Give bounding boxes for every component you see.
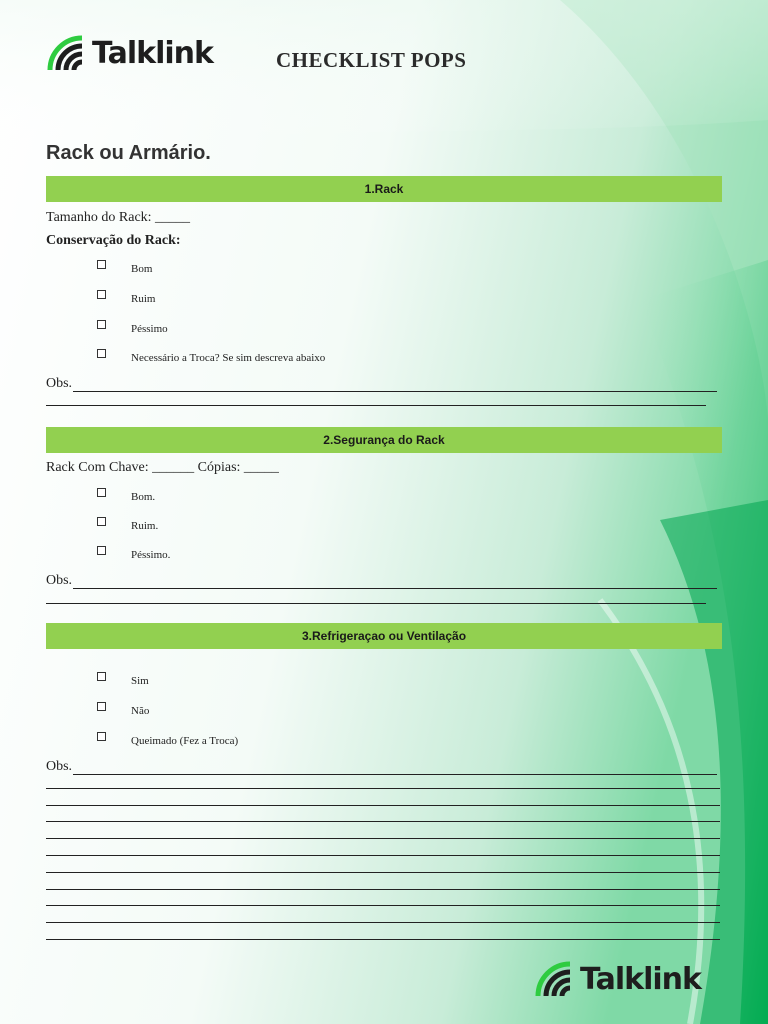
obs-line[interactable] — [46, 838, 720, 839]
option-label: Péssimo — [131, 323, 168, 335]
option-bom[interactable] — [97, 259, 152, 275]
option-sim[interactable] — [97, 671, 149, 687]
section-bar-rack: 1.Rack — [46, 176, 722, 202]
obs-line[interactable] — [46, 855, 720, 856]
option-label: Não — [131, 705, 150, 717]
obs-line[interactable] — [46, 603, 706, 604]
option-label: Bom — [131, 263, 153, 275]
option-label: Ruim. — [131, 520, 159, 532]
obs-line[interactable] — [46, 821, 720, 822]
empty-checkbox-icon[interactable] — [97, 546, 106, 555]
rack-size-field[interactable]: Tamanho do Rack: _____ — [46, 210, 191, 225]
section-bar-security: 2.Segurança do Rack — [46, 427, 722, 453]
obs-field-security[interactable] — [46, 573, 717, 589]
talklink-signal-logo-icon — [46, 34, 90, 72]
obs-line[interactable] — [46, 922, 720, 923]
option-bom[interactable] — [97, 487, 155, 503]
talklink-logo-footer — [534, 960, 701, 998]
document-title: CHECKLIST POPS — [276, 48, 467, 72]
page-heading: Rack ou Armário. — [46, 142, 211, 164]
obs-line[interactable] — [46, 788, 720, 789]
obs-field-rack[interactable] — [46, 376, 717, 392]
option-label: Ruim — [131, 293, 156, 305]
obs-label: Obs. — [46, 573, 73, 588]
empty-checkbox-icon[interactable] — [97, 349, 106, 358]
obs-field-cooling[interactable] — [46, 759, 717, 775]
obs-line[interactable] — [46, 905, 720, 906]
talklink-signal-logo-icon — [534, 960, 578, 998]
obs-line[interactable] — [73, 762, 717, 775]
option-ruim[interactable] — [97, 516, 158, 532]
obs-line[interactable] — [46, 872, 720, 873]
option-pessimo[interactable] — [97, 545, 170, 561]
rack-key-field[interactable]: Rack Com Chave: ______ Cópias: _____ — [46, 460, 279, 475]
empty-checkbox-icon[interactable] — [97, 517, 106, 526]
empty-checkbox-icon[interactable] — [97, 732, 106, 741]
option-queimado[interactable] — [97, 731, 238, 747]
empty-checkbox-icon[interactable] — [97, 488, 106, 497]
obs-line[interactable] — [46, 889, 720, 890]
talklink-logo — [46, 34, 213, 72]
option-ruim[interactable] — [97, 289, 155, 305]
obs-line[interactable] — [73, 379, 717, 392]
empty-checkbox-icon[interactable] — [97, 260, 106, 269]
option-label: Necessário a Troca? Se sim descreva abaixo — [131, 352, 326, 364]
option-label: Sim — [131, 675, 149, 687]
obs-line[interactable] — [46, 405, 706, 406]
option-label: Bom. — [131, 491, 156, 503]
empty-checkbox-icon[interactable] — [97, 672, 106, 681]
obs-label: Obs. — [46, 759, 73, 774]
obs-line[interactable] — [73, 576, 717, 589]
section-bar-cooling: 3.Refrigeraçao ou Ventilação — [46, 623, 722, 649]
obs-line[interactable] — [46, 939, 720, 940]
brand-name: Talklink — [92, 35, 213, 71]
option-label: Queimado (Fez a Troca) — [131, 735, 239, 747]
option-nao[interactable] — [97, 701, 149, 717]
option-pessimo[interactable] — [97, 319, 168, 335]
empty-checkbox-icon[interactable] — [97, 702, 106, 711]
empty-checkbox-icon[interactable] — [97, 290, 106, 299]
obs-line[interactable] — [46, 805, 720, 806]
brand-name: Talklink — [580, 961, 701, 997]
option-label: Péssimo. — [131, 549, 171, 561]
obs-label: Obs. — [46, 376, 73, 391]
empty-checkbox-icon[interactable] — [97, 320, 106, 329]
rack-condition-label: Conservação do Rack: — [46, 233, 181, 248]
option-troca[interactable] — [97, 348, 325, 364]
